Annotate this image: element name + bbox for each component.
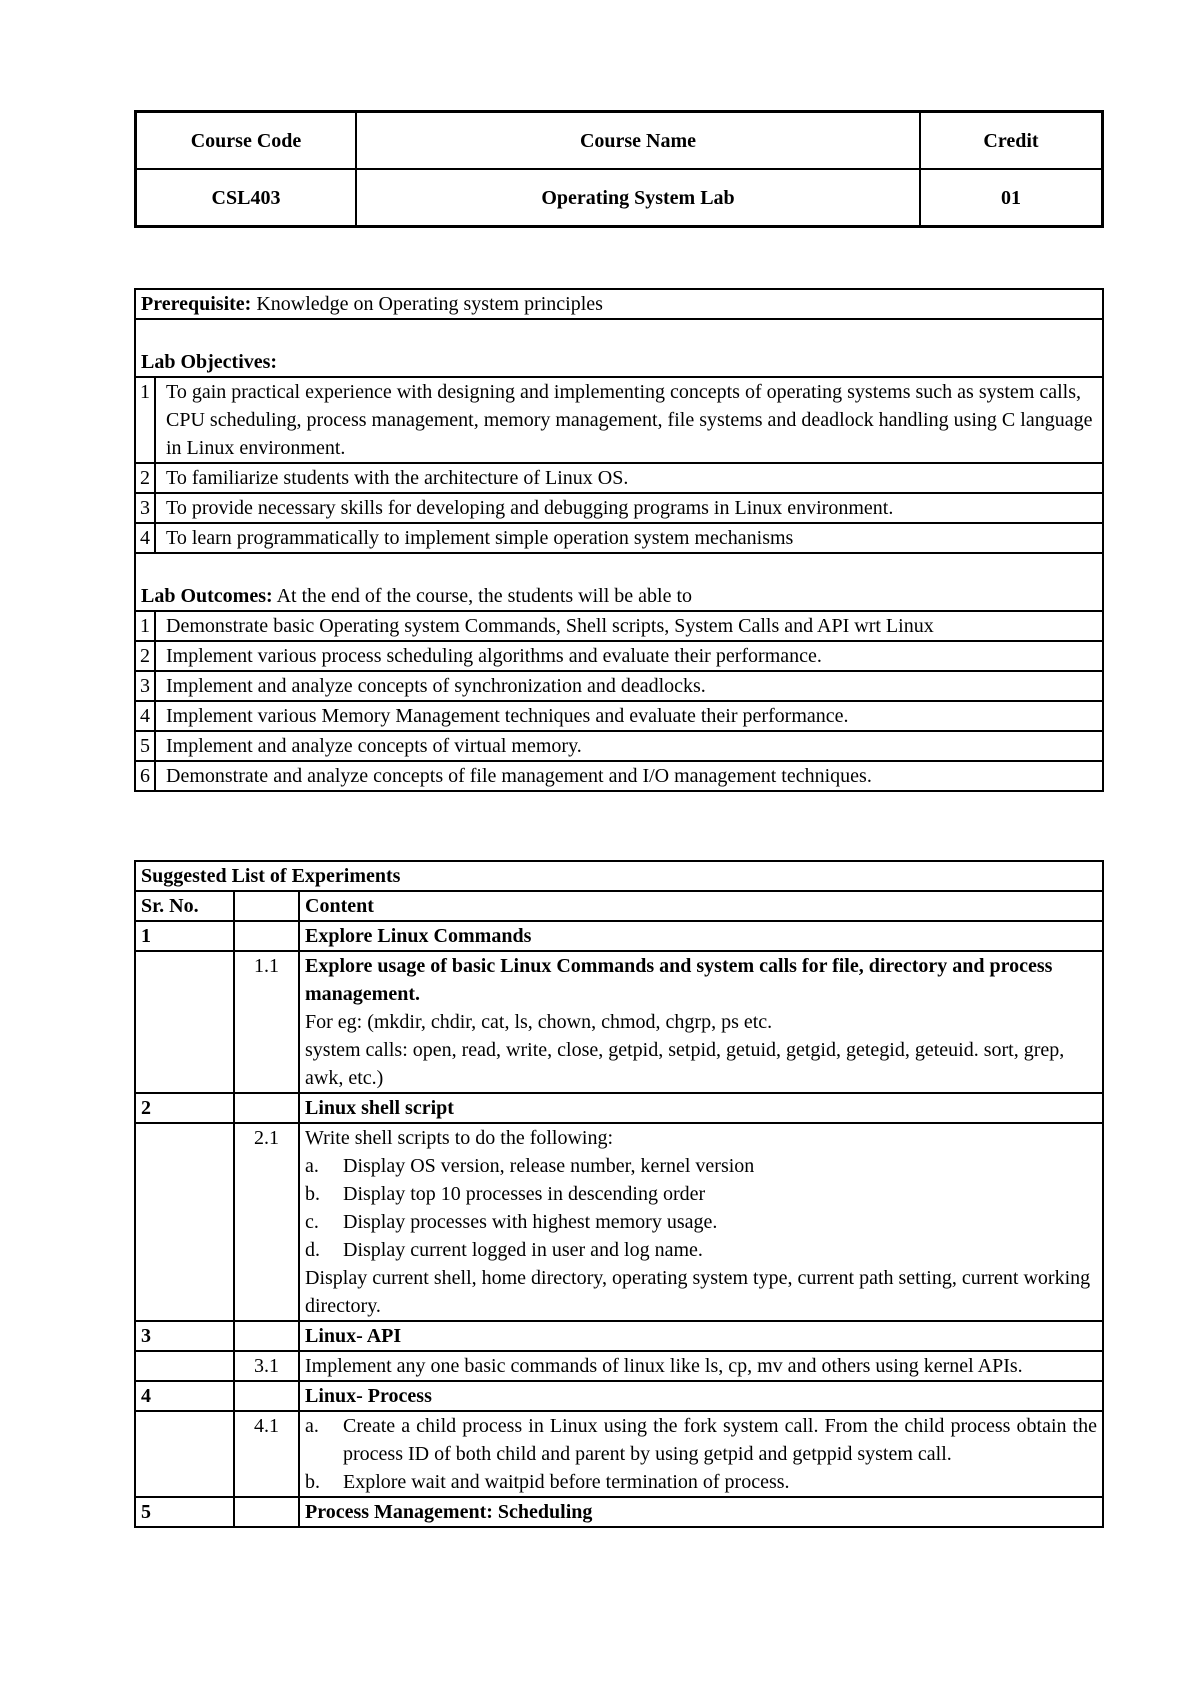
experiment-sub-row bbox=[135, 1351, 1103, 1381]
outcome-row bbox=[135, 641, 1103, 671]
experiment-num: 1 bbox=[135, 921, 234, 951]
prerequisite-row bbox=[135, 289, 1103, 319]
objective-text: To gain practical experience with designing and implementing concepts of operating systems such as system calls, CPU scheduling, process management, memory management, file systems and deadlock handling using C language in Linux environment. bbox=[155, 377, 1103, 463]
outcomes-label: Lab Outcomes: bbox=[141, 585, 273, 607]
experiments-table bbox=[134, 860, 1104, 1528]
objective-num: 1 bbox=[135, 377, 155, 463]
course-data-row bbox=[136, 169, 1103, 227]
experiment-line: For eg: (mkdir, chdir, cat, ls, chown, chmod, chgrp, ps etc. bbox=[305, 1011, 773, 1033]
objective-num: 4 bbox=[135, 523, 155, 553]
outcome-text: Implement various process scheduling algorithms and evaluate their performance. bbox=[155, 641, 1103, 671]
objective-row bbox=[135, 493, 1103, 523]
experiment-sub-num: 1.1 bbox=[234, 951, 299, 1093]
outcome-row bbox=[135, 671, 1103, 701]
experiment-content: Implement any one basic commands of linux like ls, cp, mv and others using kernel APIs. bbox=[299, 1351, 1103, 1381]
experiment-content bbox=[299, 951, 1103, 1093]
experiment-row bbox=[135, 1093, 1103, 1123]
list-item: c. Display processes with highest memory usage. bbox=[305, 1211, 718, 1233]
experiments-title: Suggested List of Experiments bbox=[135, 861, 1103, 891]
objectives-label: Lab Objectives: bbox=[141, 351, 278, 373]
experiment-num: 3 bbox=[135, 1321, 234, 1351]
outcomes-intro: At the end of the course, the students will be able to bbox=[272, 585, 693, 607]
experiment-content bbox=[299, 1123, 1103, 1321]
list-item: d. Display current logged in user and log name. bbox=[305, 1239, 703, 1261]
prerequisite-text: Knowledge on Operating system principles bbox=[251, 293, 603, 315]
experiment-bold-text: Explore usage of basic Linux Commands and system calls for file, directory and process management. bbox=[305, 955, 1053, 1005]
outcome-text: Implement and analyze concepts of virtual memory. bbox=[155, 731, 1103, 761]
objective-text: To learn programmatically to implement simple operation system mechanisms bbox=[155, 523, 1103, 553]
outcome-text: Demonstrate and analyze concepts of file management and I/O management techniques. bbox=[155, 761, 1103, 791]
course-name: Operating System Lab bbox=[356, 169, 920, 227]
outcome-num: 3 bbox=[135, 671, 155, 701]
outcome-num: 5 bbox=[135, 731, 155, 761]
experiment-intro: Write shell scripts to do the following: bbox=[305, 1127, 614, 1149]
experiment-sub-num: 2.1 bbox=[234, 1123, 299, 1321]
sub-header bbox=[234, 891, 299, 921]
outcome-num: 1 bbox=[135, 611, 155, 641]
course-header-row bbox=[136, 112, 1103, 170]
experiment-sub-row bbox=[135, 951, 1103, 1093]
list-item: a. Display OS version, release number, kernel version bbox=[305, 1155, 755, 1177]
experiment-outro: Display current shell, home directory, operating system type, current path setting, current working directory. bbox=[305, 1267, 1091, 1317]
experiment-num: 5 bbox=[135, 1497, 234, 1527]
outcomes-heading-row bbox=[135, 553, 1103, 611]
objective-text: To provide necessary skills for developing and debugging programs in Linux environment. bbox=[155, 493, 1103, 523]
prereq-table bbox=[134, 288, 1104, 792]
experiment-list bbox=[305, 1412, 1097, 1496]
experiment-num: 2 bbox=[135, 1093, 234, 1123]
experiment-title: Process Management: Scheduling bbox=[299, 1497, 1103, 1527]
credit-header: Credit bbox=[920, 112, 1103, 170]
outcome-num: 2 bbox=[135, 641, 155, 671]
experiment-list bbox=[305, 1152, 1097, 1264]
experiment-sub-num: 3.1 bbox=[234, 1351, 299, 1381]
outcome-row bbox=[135, 731, 1103, 761]
experiment-title: Linux- Process bbox=[299, 1381, 1103, 1411]
sr-no-header: Sr. No. bbox=[135, 891, 234, 921]
outcome-text: Implement and analyze concepts of synchronization and deadlocks. bbox=[155, 671, 1103, 701]
list-item: b. Explore wait and waitpid before termination of process. bbox=[305, 1471, 790, 1493]
list-item: a. Create a child process in Linux using the fork system call. From the child process obtain the process ID of both child and parent by using getpid and getppid system call. bbox=[305, 1415, 1097, 1465]
experiment-content bbox=[299, 1411, 1103, 1497]
objective-row bbox=[135, 463, 1103, 493]
experiment-title: Linux- API bbox=[299, 1321, 1103, 1351]
course-credit: 01 bbox=[920, 169, 1103, 227]
outcome-text: Demonstrate basic Operating system Commands, Shell scripts, System Calls and API wrt Linux bbox=[155, 611, 1103, 641]
objective-row bbox=[135, 523, 1103, 553]
outcome-row bbox=[135, 611, 1103, 641]
objective-num: 3 bbox=[135, 493, 155, 523]
experiment-row bbox=[135, 921, 1103, 951]
prerequisite-label: Prerequisite: bbox=[141, 293, 252, 315]
experiment-sub-num: 4.1 bbox=[234, 1411, 299, 1497]
objective-text: To familiarize students with the architecture of Linux OS. bbox=[155, 463, 1103, 493]
experiment-line: system calls: open, read, write, close, getpid, setpid, getuid, getgid, getegid, geteuid. sort, grep, awk, etc.) bbox=[305, 1039, 1065, 1089]
experiment-sub-row bbox=[135, 1123, 1103, 1321]
experiment-row bbox=[135, 1321, 1103, 1351]
experiment-row bbox=[135, 1497, 1103, 1527]
objective-num: 2 bbox=[135, 463, 155, 493]
course-table bbox=[134, 110, 1104, 228]
course-code-header: Course Code bbox=[136, 112, 357, 170]
experiment-title: Linux shell script bbox=[299, 1093, 1103, 1123]
course-name-header: Course Name bbox=[356, 112, 920, 170]
course-code: CSL403 bbox=[136, 169, 357, 227]
objective-row bbox=[135, 377, 1103, 463]
experiment-num: 4 bbox=[135, 1381, 234, 1411]
objectives-heading-row bbox=[135, 319, 1103, 377]
experiment-title: Explore Linux Commands bbox=[299, 921, 1103, 951]
outcome-num: 4 bbox=[135, 701, 155, 731]
experiment-sub-row bbox=[135, 1411, 1103, 1497]
outcome-num: 6 bbox=[135, 761, 155, 791]
outcome-row bbox=[135, 701, 1103, 731]
outcome-row bbox=[135, 761, 1103, 791]
experiment-row bbox=[135, 1381, 1103, 1411]
list-item: b. Display top 10 processes in descending order bbox=[305, 1183, 706, 1205]
content-header: Content bbox=[299, 891, 1103, 921]
outcome-text: Implement various Memory Management techniques and evaluate their performance. bbox=[155, 701, 1103, 731]
